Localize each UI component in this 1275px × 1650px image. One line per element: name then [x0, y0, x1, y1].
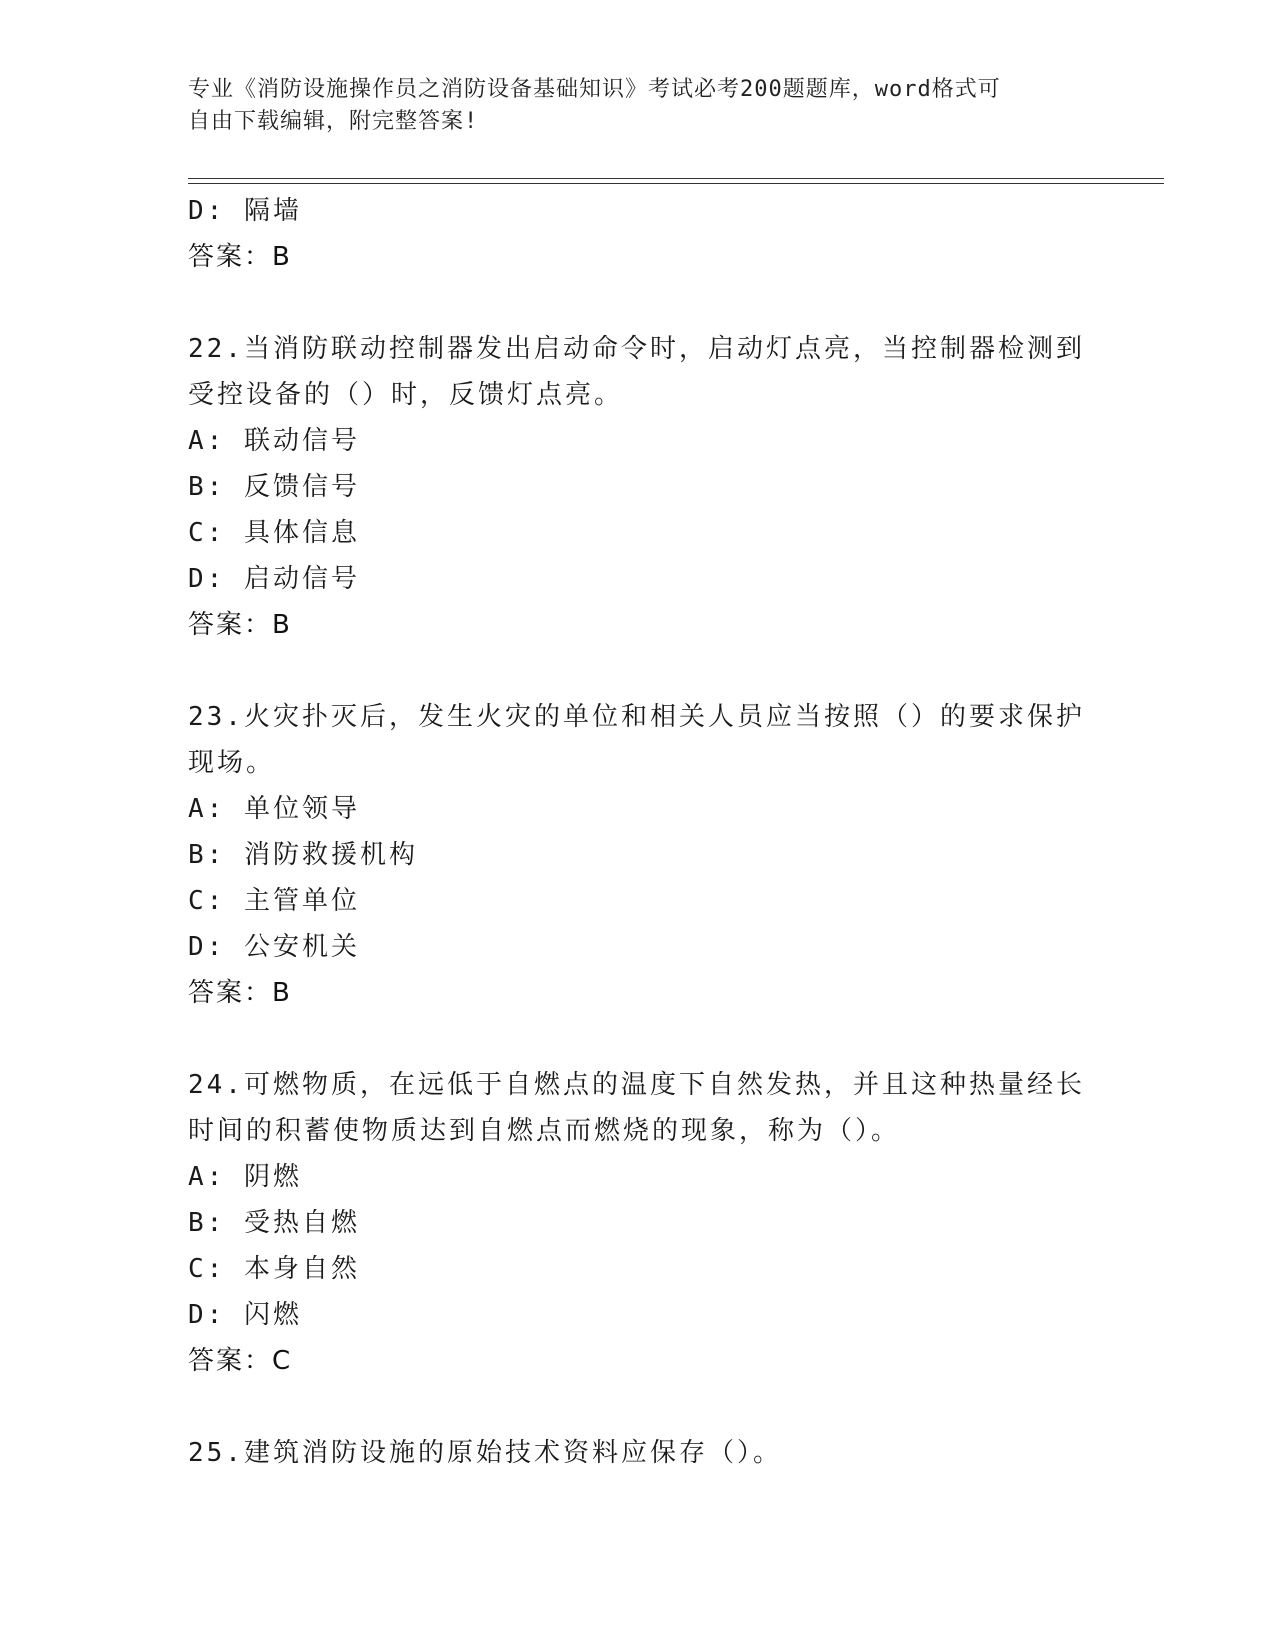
option-d: D: 公安机关	[188, 932, 360, 962]
option-d: D: 启动信号	[188, 564, 360, 594]
question-25-line-1: 25.建筑消防设施的原始技术资料应保存（）。	[188, 1438, 782, 1468]
spacer	[188, 648, 1088, 694]
answer-line: 答案：C	[188, 1346, 293, 1376]
option-c: C: 主管单位	[188, 886, 360, 916]
spacer	[188, 1016, 1088, 1062]
option-a: A: 单位领导	[188, 794, 360, 824]
option-c: C: 具体信息	[188, 518, 360, 548]
option-d: D: 隔墙	[188, 196, 302, 226]
spacer	[188, 1384, 1088, 1430]
header-line-1: 专业《消防设施操作员之消防设备基础知识》考试必考200题题库，word格式可	[188, 77, 1001, 102]
header-line-2: 自由下载编辑，附完整答案!	[188, 109, 479, 134]
option-b: B: 受热自燃	[188, 1208, 360, 1238]
option-d: D: 闪燃	[188, 1300, 302, 1330]
option-c: C: 本身自然	[188, 1254, 360, 1284]
question-22-line-1: 22.当消防联动控制器发出启动命令时，启动灯点亮，当控制器检测到	[188, 334, 1085, 364]
question-23-line-1: 23.火灾扑灭后，发生火灾的单位和相关人员应当按照（）的要求保护	[188, 702, 1085, 732]
document-header	[188, 74, 1088, 138]
header-rule-top	[188, 178, 1164, 179]
question-list	[188, 188, 1088, 1476]
option-a: A: 阴燃	[188, 1162, 302, 1192]
answer-line: 答案：B	[188, 978, 292, 1008]
question-24-line-2: 时间的积蓄使物质达到自燃点而燃烧的现象，称为（）。	[188, 1116, 901, 1146]
spacer	[188, 280, 1088, 326]
option-b: B: 反馈信号	[188, 472, 360, 502]
option-b: B: 消防救援机构	[188, 840, 418, 870]
question-22-line-2: 受控设备的（）时，反馈灯点亮。	[188, 380, 624, 410]
question-24-line-1: 24.可燃物质，在远低于自燃点的温度下自然发热，并且这种热量经长	[188, 1070, 1085, 1100]
option-a: A: 联动信号	[188, 426, 360, 456]
answer-line: 答案：B	[188, 610, 292, 640]
question-23-line-2: 现场。	[188, 748, 276, 778]
header-rule-bottom	[188, 183, 1164, 184]
answer-line: 答案：B	[188, 242, 292, 272]
